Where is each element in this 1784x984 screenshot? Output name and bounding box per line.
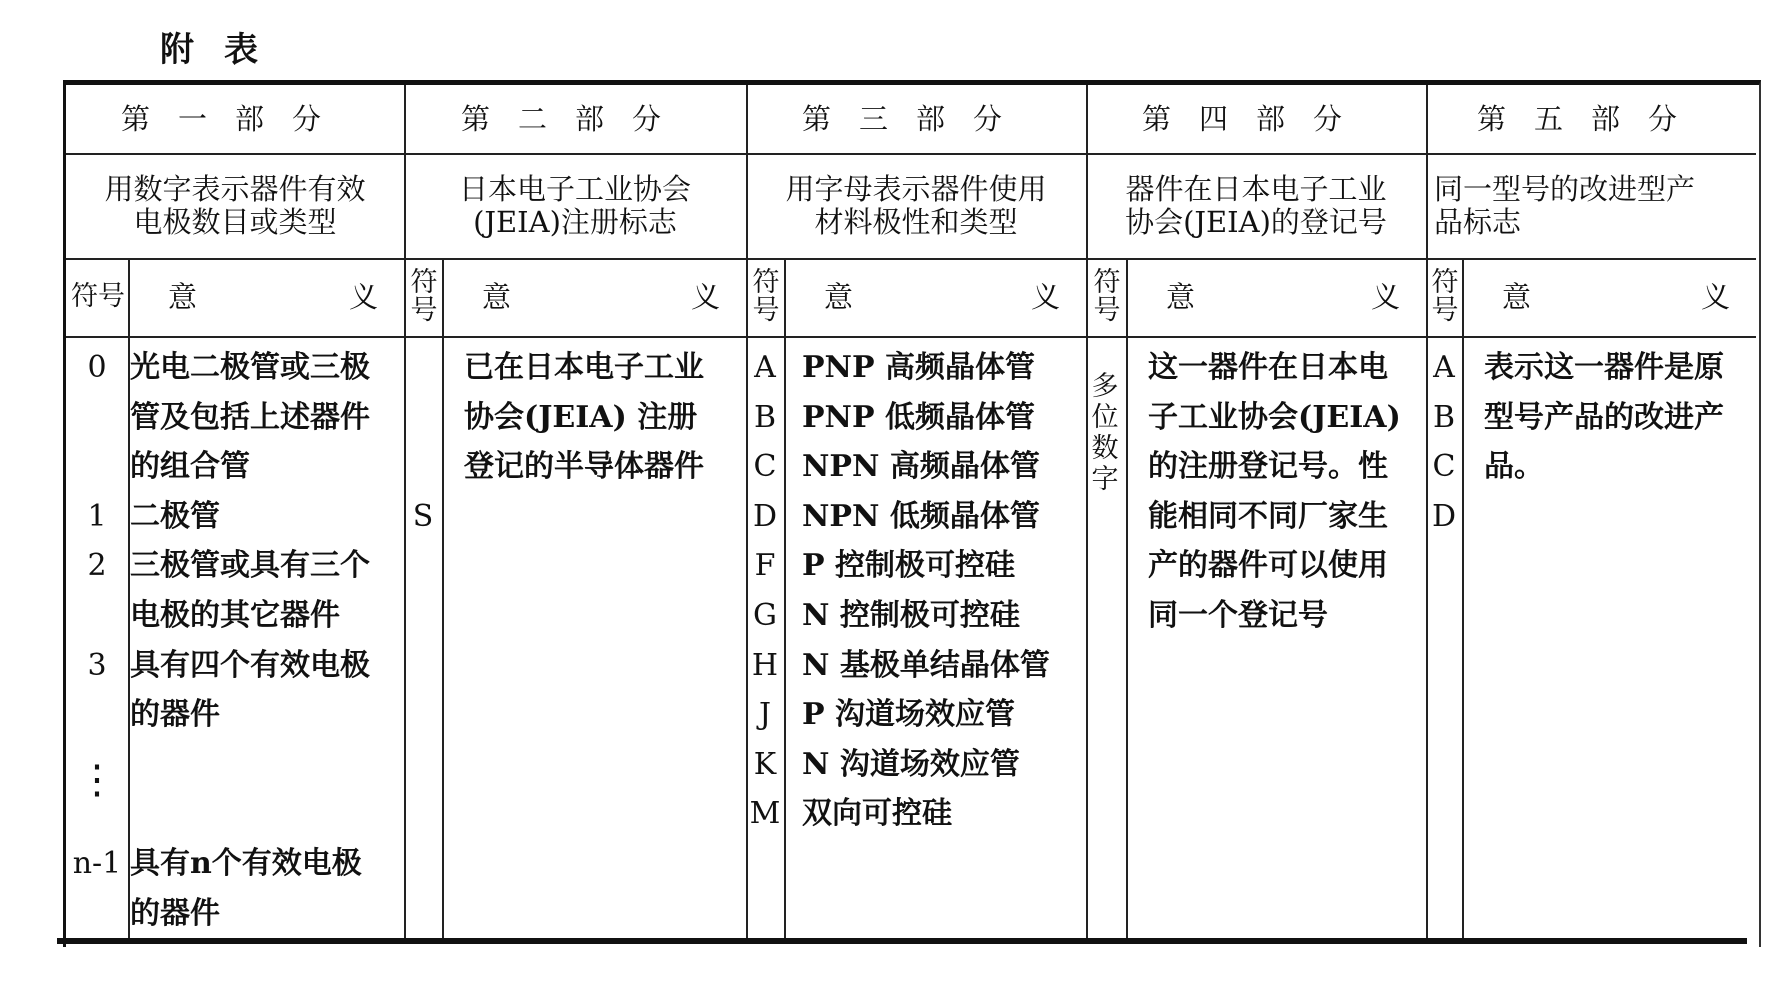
symbol-header: 符号	[410, 267, 438, 326]
symbol-value: 3	[87, 647, 107, 683]
meaning-line: N 控制极可控硅	[802, 598, 1020, 633]
meaning-line: NPN 高频晶体管	[802, 449, 1040, 485]
symbol-value: A	[1433, 350, 1455, 385]
symbol-column-divider	[1462, 258, 1464, 942]
description-line: 用数字表示器件有效	[104, 171, 366, 206]
meaning-line: PNP 高频晶体管	[802, 350, 1035, 385]
meaning-header	[128, 258, 404, 336]
symbol-value: F	[754, 548, 776, 584]
meaning-header-char: 义	[1370, 280, 1400, 314]
symbol-value: D	[1431, 498, 1457, 534]
symbol-value: M	[749, 796, 781, 832]
meaning-header-char: 义	[690, 280, 720, 314]
part-description	[74, 153, 396, 258]
symbol-value: B	[753, 399, 777, 435]
symbol-value: J	[758, 697, 772, 733]
symbol-value: A	[754, 350, 776, 385]
page-title: 附表	[160, 30, 288, 70]
symbol-value: n-1	[72, 846, 122, 881]
meaning-line: N 基极单结晶体管	[802, 647, 1050, 683]
part-header: 第五部分	[1476, 102, 1705, 136]
symbol-value: S	[412, 498, 434, 534]
description-line: 日本电子工业协会	[458, 171, 691, 206]
column-divider	[1086, 85, 1088, 942]
meaning-header-char: 意	[482, 280, 512, 314]
description-line: 协会(JEIA)的登记号	[1125, 204, 1387, 239]
table-bottom-rule	[57, 938, 1747, 944]
meaning-header	[1126, 258, 1426, 336]
symbol-header: 符号	[1431, 267, 1459, 326]
meaning-line: NPN 低频晶体管	[802, 498, 1040, 534]
meaning-line: 能相同不同厂家生	[1148, 498, 1388, 534]
meaning-line: 子工业协会(JEIA)	[1148, 399, 1401, 435]
meaning-line: P 控制极可控硅	[802, 548, 1016, 584]
meaning-line: 三极管或具有三个	[130, 548, 370, 584]
part-description	[1434, 153, 1748, 258]
description-line: 品标志	[1434, 204, 1522, 239]
symbol-value: B	[1432, 399, 1456, 435]
symbol-value: C	[753, 449, 777, 485]
meaning-line: 的注册登记号。性	[1148, 449, 1388, 485]
meaning-line: 产的器件可以使用	[1148, 548, 1388, 584]
meaning-header-char: 义	[1700, 280, 1730, 314]
meaning-line: 电极的其它器件	[130, 598, 340, 633]
symbol-value: 0	[87, 350, 107, 385]
part-header: 第一部分	[120, 102, 349, 136]
symbol-column-divider	[784, 258, 786, 942]
description-line: 电极数目或类型	[133, 204, 337, 239]
meaning-line: 具有n个有效电极	[130, 846, 362, 881]
meaning-line: 光电二极管或三极	[130, 350, 370, 385]
meaning-header	[442, 258, 746, 336]
meaning-line: 的器件	[130, 697, 220, 733]
symbol-header: 符号	[71, 281, 125, 312]
symbol-header: 符号	[752, 267, 780, 326]
meaning-line: 这一器件在日本电	[1148, 350, 1388, 385]
meaning-header-char: 意	[1166, 280, 1196, 314]
meaning-line: 具有四个有效电极	[130, 647, 370, 683]
meaning-line: 的器件	[130, 895, 220, 931]
meaning-header	[1462, 258, 1756, 336]
meaning-line: 登记的半导体器件	[464, 449, 704, 485]
meaning-line: N 沟道场效应管	[802, 746, 1020, 782]
meaning-line: 协会(JEIA) 注册	[464, 399, 698, 435]
description-line: 器件在日本电子工业	[1125, 171, 1387, 206]
symbol-value: 1	[87, 498, 107, 534]
symbol-column-divider	[1126, 258, 1128, 942]
symbol-value: C	[1432, 449, 1456, 485]
meaning-header-char: 义	[1030, 280, 1060, 314]
meaning-line: 型号产品的改进产	[1484, 399, 1724, 435]
meaning-line: P 沟道场效应管	[802, 697, 1016, 733]
symbol-value: K	[753, 746, 777, 782]
meaning-header	[784, 258, 1086, 336]
symbol-value: 2	[87, 548, 107, 584]
description-line: 用字母表示器件使用	[785, 171, 1047, 206]
description-line: 同一型号的改进型产	[1434, 171, 1696, 206]
meaning-line: 同一个登记号	[1148, 598, 1328, 633]
part-description	[1094, 153, 1418, 258]
meaning-line: 双向可控硅	[802, 796, 952, 832]
appendix-table	[63, 80, 1761, 947]
description-line: (JEIA)注册标志	[473, 204, 677, 239]
description-line: 材料极性和类型	[814, 204, 1018, 239]
meaning-header-char: 意	[1502, 280, 1532, 314]
symbol-value: ⋮	[77, 756, 117, 803]
part-description	[412, 153, 738, 258]
meaning-header-char: 意	[824, 280, 854, 314]
symbol-column-divider	[442, 258, 444, 942]
meaning-line: 表示这一器件是原	[1484, 350, 1724, 385]
meaning-line: 管及包括上述器件	[130, 399, 370, 435]
meaning-line: 二极管	[130, 498, 220, 534]
part-header: 第二部分	[460, 102, 689, 136]
part-description	[754, 153, 1078, 258]
meaning-header-char: 义	[348, 280, 378, 314]
symbol-value: H	[751, 647, 779, 683]
meaning-header-char: 意	[168, 280, 198, 314]
vertical-symbol-value: 多位数字	[1091, 371, 1119, 495]
symbol-value: D	[752, 498, 778, 534]
meaning-line: 品。	[1484, 449, 1544, 485]
meaning-line: PNP 低频晶体管	[802, 399, 1035, 435]
symbol-header: 符号	[1093, 267, 1121, 326]
symbol-value: G	[753, 598, 777, 633]
row-divider	[66, 336, 1756, 338]
meaning-line: 的组合管	[130, 449, 250, 485]
meaning-line: 已在日本电子工业	[464, 350, 704, 385]
part-header: 第四部分	[1141, 102, 1370, 136]
part-header: 第三部分	[801, 102, 1030, 136]
